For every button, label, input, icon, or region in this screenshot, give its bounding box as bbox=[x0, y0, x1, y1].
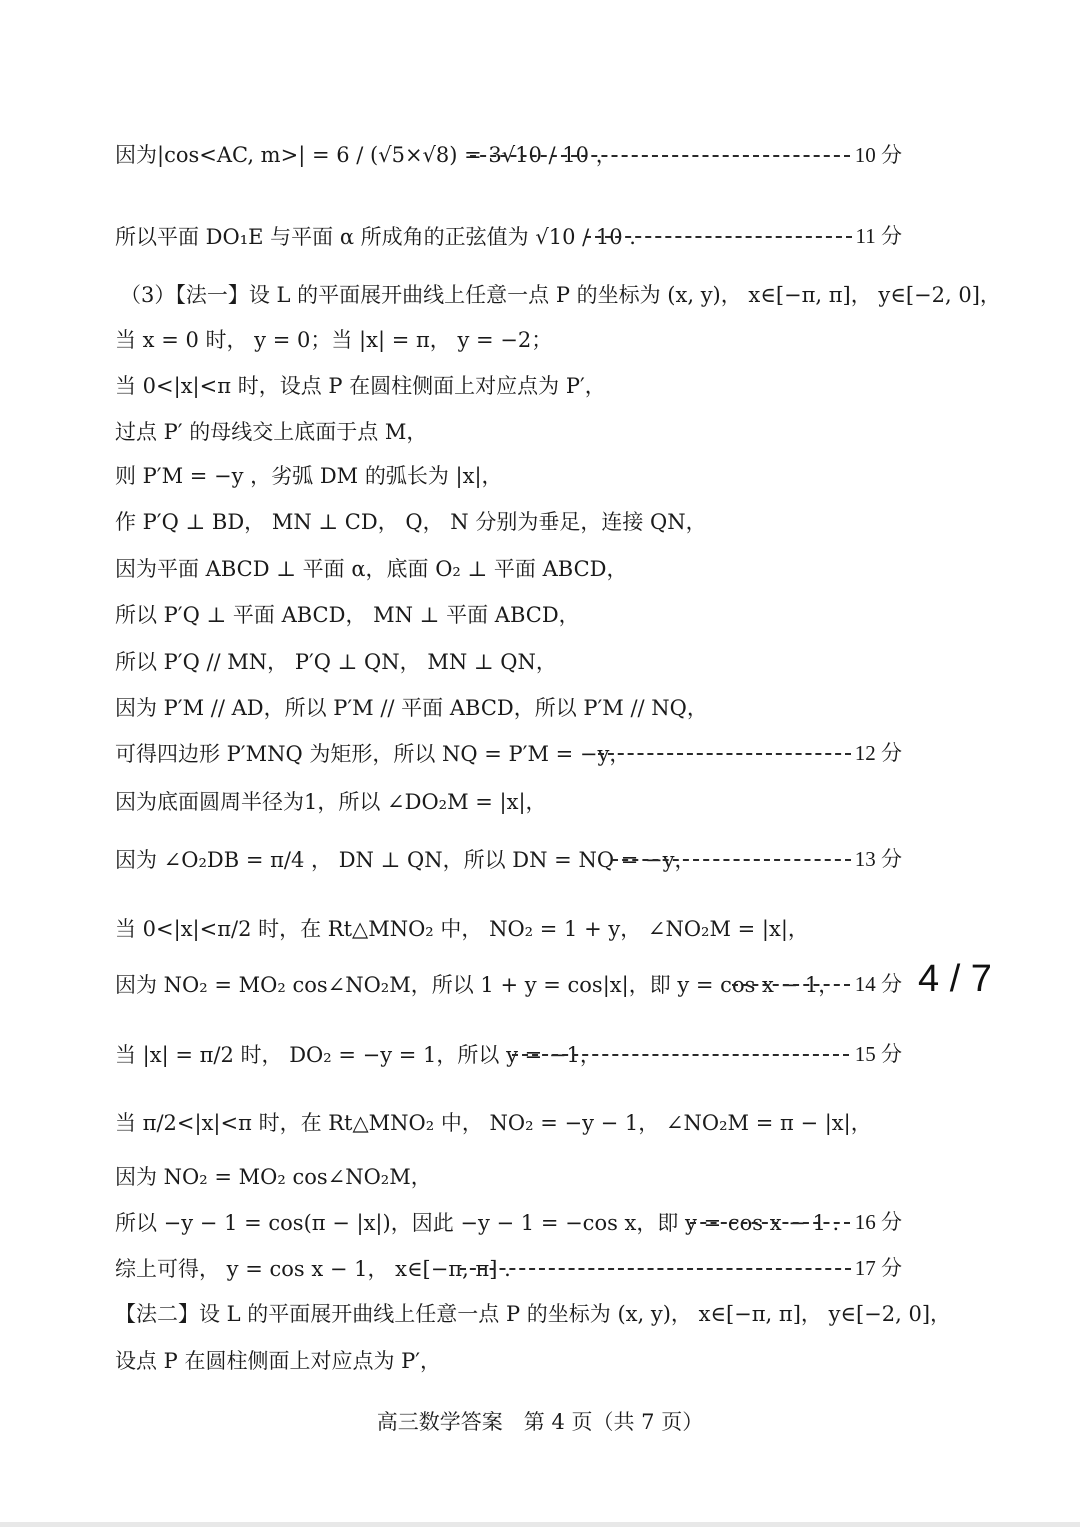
solution-line bbox=[115, 1297, 951, 1329]
solution-line bbox=[115, 505, 707, 537]
score-leader bbox=[598, 753, 851, 755]
line-text: 当 π/2<|x|<π 时，在 Rt△MNO₂ 中， NO₂ = −y − 1， ∠NO₂M = π − |x|， bbox=[115, 1110, 872, 1135]
score-leader bbox=[612, 859, 851, 861]
solution-line bbox=[120, 278, 1001, 310]
page-footer: 高三数学答案 第 4 页（共 7 页） bbox=[376, 1410, 704, 1434]
line-text: 综上可得， y = cos x − 1， x∈[−π, π] . bbox=[115, 1256, 511, 1281]
solution-line bbox=[115, 598, 580, 630]
line-text: 设点 P 在圆柱侧面上对应点为 P′， bbox=[115, 1348, 442, 1373]
score-mark: 17 分 bbox=[854, 1256, 902, 1280]
line-text: 当 0<|x|<π/2 时，在 Rt△MNO₂ 中， NO₂ = 1 + y， ∠NO₂M = |x|， bbox=[115, 916, 809, 941]
solution-line bbox=[115, 1160, 432, 1192]
page-indicator: 4 / 7 bbox=[918, 958, 992, 1000]
solution-line bbox=[115, 1252, 511, 1284]
solution-line bbox=[115, 737, 630, 769]
line-text: 可得四边形 P′MNQ 为矩形，所以 NQ = P′M = −y， bbox=[115, 741, 631, 766]
solution-line bbox=[115, 138, 617, 170]
line-text: 因为 P′M // AD，所以 P′M // 平面 ABCD，所以 P′M // NQ， bbox=[115, 695, 708, 720]
solution-line bbox=[115, 843, 695, 875]
line-text: 因为 NO₂ = MO₂ cos∠NO₂M，所以 1 + y = cos|x|，即 y = cos x − 1， bbox=[115, 972, 840, 997]
line-text: 因为平面 ABCD ⊥ 平面 α，底面 O₂ ⊥ 平面 ABCD， bbox=[115, 556, 628, 581]
score-leader bbox=[690, 1222, 850, 1224]
score-mark: 14 分 bbox=[854, 972, 902, 996]
solution-line bbox=[115, 645, 557, 677]
line-text: 当 0<|x|<π 时，设点 P 在圆柱侧面上对应点为 P′， bbox=[115, 373, 606, 398]
score-leader bbox=[585, 236, 852, 238]
solution-line bbox=[115, 912, 809, 944]
line-text: 则 P′M = −y ，劣弧 DM 的弧长为 |x|， bbox=[115, 463, 503, 488]
score-mark: 12 分 bbox=[854, 741, 902, 765]
solution-line bbox=[115, 220, 636, 252]
score-leader bbox=[512, 1054, 849, 1056]
score-leader bbox=[460, 1268, 851, 1270]
line-text: 作 P′Q ⊥ BD， MN ⊥ CD， Q， N 分别为垂足，连接 QN， bbox=[115, 509, 707, 534]
solution-line bbox=[115, 968, 839, 1000]
line-text: 所以 −y − 1 = cos(π − |x|)，因此 −y − 1 = −cos x，即 y = cos x − 1 . bbox=[115, 1210, 840, 1235]
line-text: 当 |x| = π/2 时， DO₂ = −y = 1，所以 y = −1， bbox=[115, 1042, 601, 1067]
score-mark: 11 分 bbox=[855, 224, 902, 248]
score-mark: 10 分 bbox=[854, 143, 902, 167]
score-leader bbox=[732, 984, 850, 986]
solution-line bbox=[115, 415, 427, 447]
score-mark: 13 分 bbox=[854, 847, 902, 871]
bottom-edge bbox=[0, 1522, 1080, 1527]
solution-line bbox=[115, 1344, 441, 1376]
solution-line bbox=[115, 323, 552, 355]
score-leader bbox=[470, 155, 850, 157]
score-mark: 15 分 bbox=[854, 1042, 902, 1066]
solution-line bbox=[115, 459, 503, 491]
line-text: 【法二】设 L 的平面展开曲线上任意一点 P 的坐标为 (x, y)， x∈[−π, π]， y∈[−2, 0]， bbox=[115, 1301, 952, 1326]
solution-line bbox=[115, 785, 547, 817]
line-text: 所以平面 DO₁E 与平面 α 所成角的正弦值为 √10 / 10 . bbox=[115, 224, 636, 249]
line-text: 过点 P′ 的母线交上底面于点 M， bbox=[115, 419, 428, 444]
line-text: 所以 P′Q ⊥ 平面 ABCD， MN ⊥ 平面 ABCD， bbox=[115, 602, 580, 627]
solution-line bbox=[115, 552, 628, 584]
line-text: 当 x = 0 时， y = 0；当 |x| = π， y = −2； bbox=[115, 327, 553, 352]
line-text: 所以 P′Q // MN， P′Q ⊥ QN， MN ⊥ QN， bbox=[115, 649, 557, 674]
line-text: 因为|cos<AC, m>| = 6 / (√5×√8) = 3√10 / 10 ， bbox=[115, 142, 617, 167]
solution-line bbox=[115, 1106, 872, 1138]
line-text: 因为 NO₂ = MO₂ cos∠NO₂M， bbox=[115, 1164, 432, 1189]
line-text: 因为底面圆周半径为1，所以 ∠DO₂M = |x|， bbox=[115, 789, 547, 814]
line-text: （3）【法一】设 L 的平面展开曲线上任意一点 P 的坐标为 (x, y)， x∈[−π, π]， y∈[−2, 0]， bbox=[120, 282, 1001, 307]
line-text: 因为 ∠O₂DB = π/4 ， DN ⊥ QN，所以 DN = NQ = −y， bbox=[115, 847, 696, 872]
score-mark: 16 分 bbox=[854, 1210, 902, 1234]
solution-line bbox=[115, 369, 606, 401]
solution-line bbox=[115, 691, 708, 723]
